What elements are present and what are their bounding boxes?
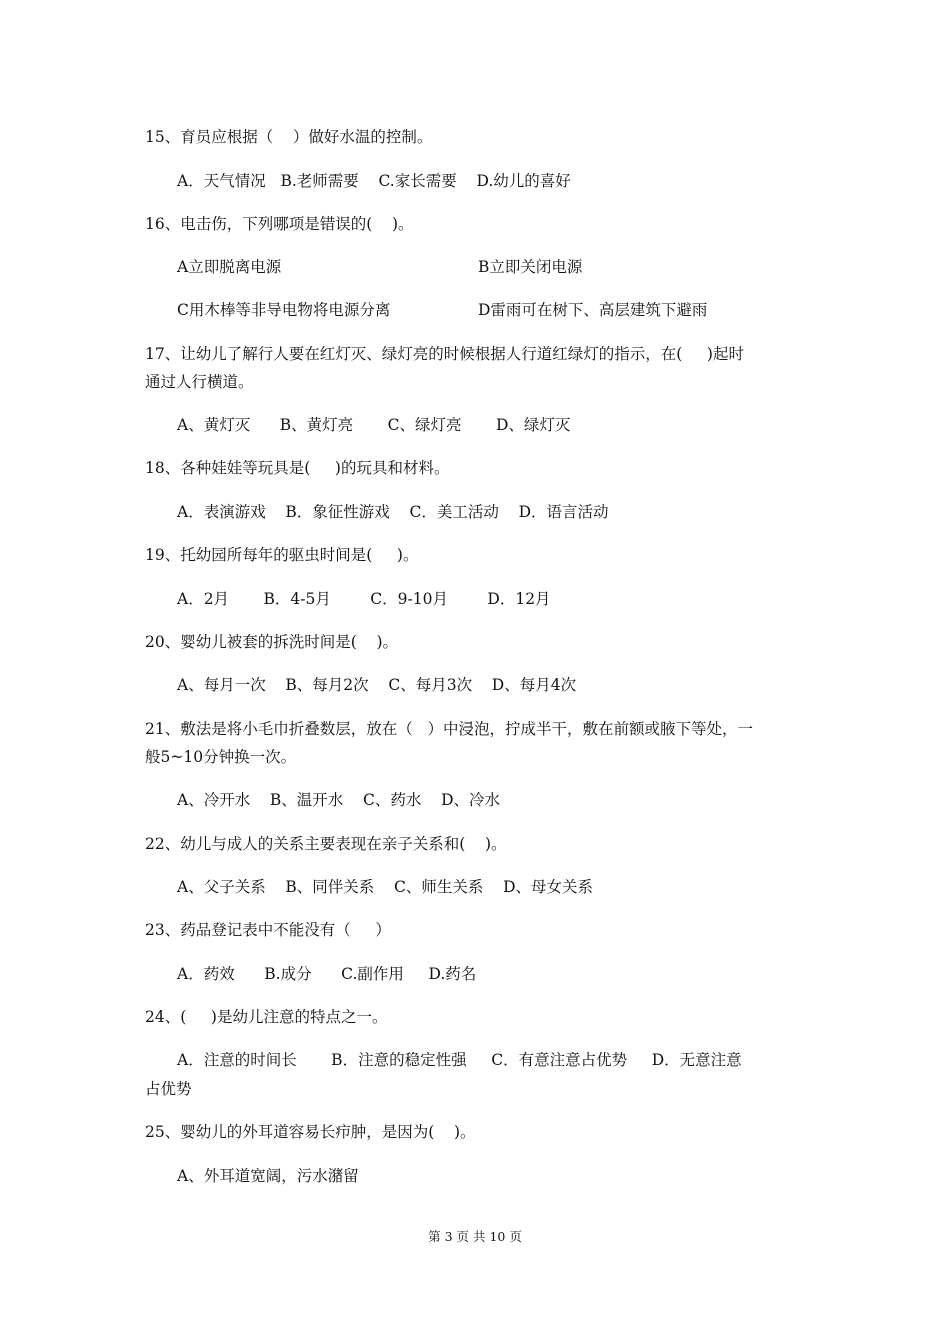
- question-21-stem-line1: 21、敷法是将小毛巾折叠数层，放在（ ）中浸泡，拧成半干，敷在前额或腋下等处，一: [145, 720, 754, 738]
- question-25-option-a: A、外耳道宽阔，污水潴留: [177, 1167, 359, 1185]
- question-20-stem: 20、婴幼儿被套的拆洗时间是( )。: [145, 633, 399, 651]
- question-19-options: A．2月 B．4-5月 C．9-10月 D．12月: [177, 590, 551, 608]
- question-17-stem-line1: 17、让幼儿了解行人要在红灯灭、绿灯亮的时候根据人行道红绿灯的指示，在( )起时: [145, 345, 744, 363]
- question-21-stem-line2: 般5~10分钟换一次。: [145, 748, 297, 766]
- question-15-stem: 15、育员应根据（ ）做好水温的控制。: [145, 128, 433, 146]
- question-16-option-b: B立即关闭电源: [478, 258, 583, 276]
- page-footer: 第 3 页 共 10 页: [428, 1229, 522, 1244]
- question-16-option-a: A立即脱离电源: [177, 258, 282, 276]
- question-24-options-line1: A．注意的时间长 B．注意的稳定性强 C．有意注意占优势 D．无意注意: [177, 1051, 742, 1069]
- question-24-stem: 24、( )是幼儿注意的特点之一。: [145, 1008, 388, 1026]
- question-16-option-c: C用木棒等非导电物将电源分离: [177, 301, 391, 319]
- question-21-options: A、冷开水 B、温开水 C、药水 D、冷水: [177, 791, 500, 809]
- question-22-options: A、父子关系 B、同伴关系 C、师生关系 D、母女关系: [177, 878, 593, 896]
- question-24-options-line2: 占优势: [145, 1080, 192, 1098]
- question-18-options: A．表演游戏 B．象征性游戏 C．美工活动 D．语言活动: [177, 503, 609, 521]
- question-18-stem: 18、各种娃娃等玩具是( )的玩具和材料。: [145, 459, 450, 477]
- question-23-options: A．药效 B.成分 C.副作用 D.药名: [177, 965, 477, 983]
- question-22-stem: 22、幼儿与成人的关系主要表现在亲子关系和( )。: [145, 835, 507, 853]
- question-17-stem-line2: 通过人行横道。: [145, 373, 254, 391]
- question-16-stem: 16、电击伤，下列哪项是错误的( )。: [145, 215, 414, 233]
- question-15-options: A．天气情况 B.老师需要 C.家长需要 D.幼儿的喜好: [177, 172, 571, 190]
- question-19-stem: 19、托幼园所每年的驱虫时间是( )。: [145, 546, 419, 564]
- question-20-options: A、每月一次 B、每月2次 C、每月3次 D、每月4次: [177, 676, 577, 694]
- question-23-stem: 23、药品登记表中不能没有（ ）: [145, 921, 391, 939]
- question-17-options: A、黄灯灭 B、黄灯亮 C、绿灯亮 D、绿灯灭: [177, 416, 571, 434]
- question-16-option-d: D雷雨可在树下、高层建筑下避雨: [478, 301, 708, 319]
- question-25-stem: 25、婴幼儿的外耳道容易长疖肿，是因为( )。: [145, 1123, 476, 1141]
